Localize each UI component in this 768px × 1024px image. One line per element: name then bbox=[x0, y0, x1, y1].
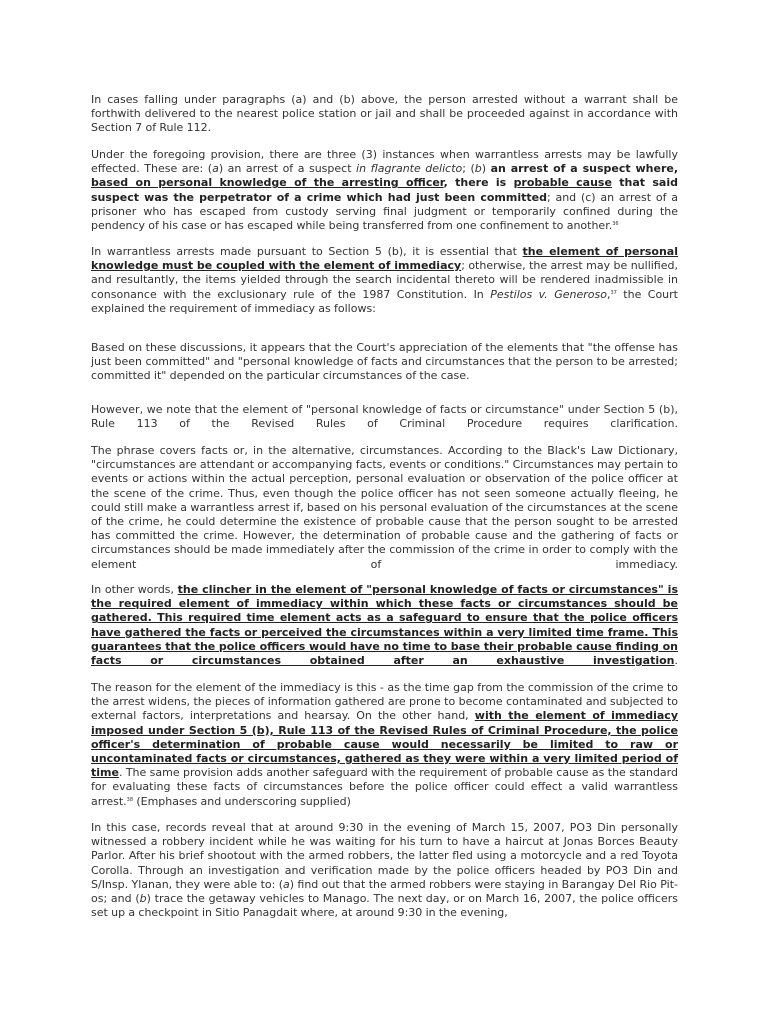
text-run: In cases falling under paragraphs (a) and (b) above, the person arrested without a warrant shall be forthwith delivered to the nearest police station or jail and shall be proceeded against in accordance with Section 7 of Rule 112. bbox=[91, 93, 678, 135]
text-run: probable cause bbox=[513, 176, 612, 190]
text-run: a bbox=[212, 162, 219, 176]
paragraph bbox=[91, 403, 678, 431]
text-run: the Court explained the requirement of immediacy as follows: bbox=[91, 287, 678, 315]
text-run: , bbox=[606, 287, 611, 301]
text-run: The reason for the element of the immediacy is this - as the time gap from the commission of the crime to the arrest widens, the pieces of information gathered are prone to become contaminated and subjected to external factors, interpretations and hearsay. On the other hand, bbox=[91, 681, 678, 723]
text-run: the element of personal knowledge must be coupled with the element of immediacy bbox=[91, 245, 678, 273]
text-run: (Emphases and underscoring supplied) bbox=[133, 794, 351, 808]
text-run: ) trace the getaway vehicles to Manago. The next day, or on March 16, 2007, the police officers set up a checkpoint in Sitio Panagdait where, at around 9:30 in the evening, bbox=[91, 892, 678, 920]
paragraph bbox=[91, 245, 678, 316]
text-run: The phrase covers facts or, in the alternative, circumstances. According to the Black's Law Dictionary, "circumstances are attendant or accompanying facts, events or conditions." Circumstances may pertain to events or actions within the actual perception, personal evaluation or observation of the police officer at the scene of the crime. Thus, even though the police officer has not seen someone actually fleeing, he could still make a warrantless arrest if, based on his personal evaluation of the circumstances at the scene of the crime, he could determine the existence of probable cause that the person sought to be arrested has committed the crime. However, the determination of probable cause and the gathering of facts or circumstances should be made immediately after the commission of the crime in order to comply with the element of immediacy. bbox=[91, 444, 678, 571]
text-run: Under the foregoing provision, there are three (3) instances when warrantless arrests may be lawfully effected. These are: ( bbox=[91, 148, 678, 176]
text-run: ) an arrest of a suspect bbox=[218, 162, 357, 176]
text-run: ; and (c) an arrest of a prisoner who has escaped from custody serving final judgment or temporarily confined during the pendency of his case or has escaped while being transferred from one confinement to another. bbox=[91, 190, 679, 233]
text-run: , there is bbox=[443, 176, 514, 190]
footnote-ref: 38 bbox=[126, 796, 134, 803]
text-run: ) bbox=[481, 162, 491, 176]
paragraph bbox=[91, 821, 678, 920]
paragraph bbox=[91, 583, 678, 668]
paragraph bbox=[91, 681, 678, 809]
text-run: Based on these discussions, it appears that the Court's appreciation of the elements that "the offense has just been committed" and "personal knowledge of facts and circumstances that the person to be arrested; committed it" depended on the particular circumstances of the case. bbox=[91, 341, 678, 383]
text-run: ; otherwise, the arrest may be nullified, and resultantly, the items yielded through the search incidental thereto will be rendered inadmissible in consonance with the exclusionary rule of the 1987 Constitution. In bbox=[91, 259, 678, 301]
text-run: an arrest of a suspect where, bbox=[490, 162, 679, 176]
text-run: However, we note that the element of "personal knowledge of facts or circumstance" under Section 5 (b), Rule 113 of the Revised Rules of Criminal Procedure requires clarification. bbox=[91, 403, 678, 431]
paragraph bbox=[91, 93, 678, 136]
text-run: that said suspect was the perpetrator of a crime which had just been committed bbox=[91, 176, 678, 204]
paragraph bbox=[91, 341, 678, 384]
text-run: b bbox=[474, 162, 482, 176]
text-run: based on personal knowledge of the arresting officer bbox=[91, 176, 444, 190]
text-run: the clincher in the element of "personal knowledge of facts or circumstances" is the required element of immediacy within which these facts or circumstances should be gathered. This required time element acts as a safeguard to ensure that the police officers have gathered the facts or perceived the circumstances within a very limited time frame. This guarantees that the police officers would have no time to base their probable cause finding on facts or circumstances obtained after an exhaustive investigation bbox=[91, 583, 678, 668]
text-run: . The same provision adds another safeguard with the requirement of probable cause as the standard for evaluating these facts of circumstances before the police officer could effect a valid warrantless arrest. bbox=[91, 766, 678, 808]
text-run: ) find out that the armed robbers were staying in Barangay Del Rio Pit-os; and ( bbox=[91, 877, 678, 906]
footnote-ref: 37 bbox=[610, 289, 617, 296]
text-run: Pestilos v. Generoso bbox=[490, 287, 607, 301]
text-run: In warrantless arrests made pursuant to Section 5 (b), it is essential that bbox=[91, 245, 523, 258]
footnote-ref: 36 bbox=[612, 221, 619, 228]
paragraph bbox=[91, 148, 678, 233]
text-run: in flagrante delicto bbox=[356, 162, 463, 176]
paragraph bbox=[91, 444, 678, 572]
text-run: b bbox=[139, 892, 147, 906]
text-run: In this case, records reveal that at around 9:30 in the evening of March 15, 2007, PO3 Din personally witnessed a robbery incident while he was waiting for his turn to have a haircut at Jonas Borces Beauty Parlor. After his brief shootout with the armed robbers, the latter fled using a motorcycle and a red Toyota Corolla. Through an investigation and verification made by the police officers headed by PO3 Din and S/Insp. Ylanan, they were able to: ( bbox=[91, 821, 678, 891]
text-run: a bbox=[282, 877, 290, 891]
text-run: In other words, bbox=[91, 583, 178, 596]
text-run: . bbox=[674, 654, 678, 668]
text-run: ; ( bbox=[462, 162, 475, 176]
text-run: with the element of immediacy imposed under Section 5 (b), Rule 113 of the Revised Rules of Criminal Procedure, the police officer's determination of probable cause would necessarily be limited to raw or uncontaminated facts or circumstances, gathered as they were within a very limited period of time bbox=[91, 709, 678, 780]
